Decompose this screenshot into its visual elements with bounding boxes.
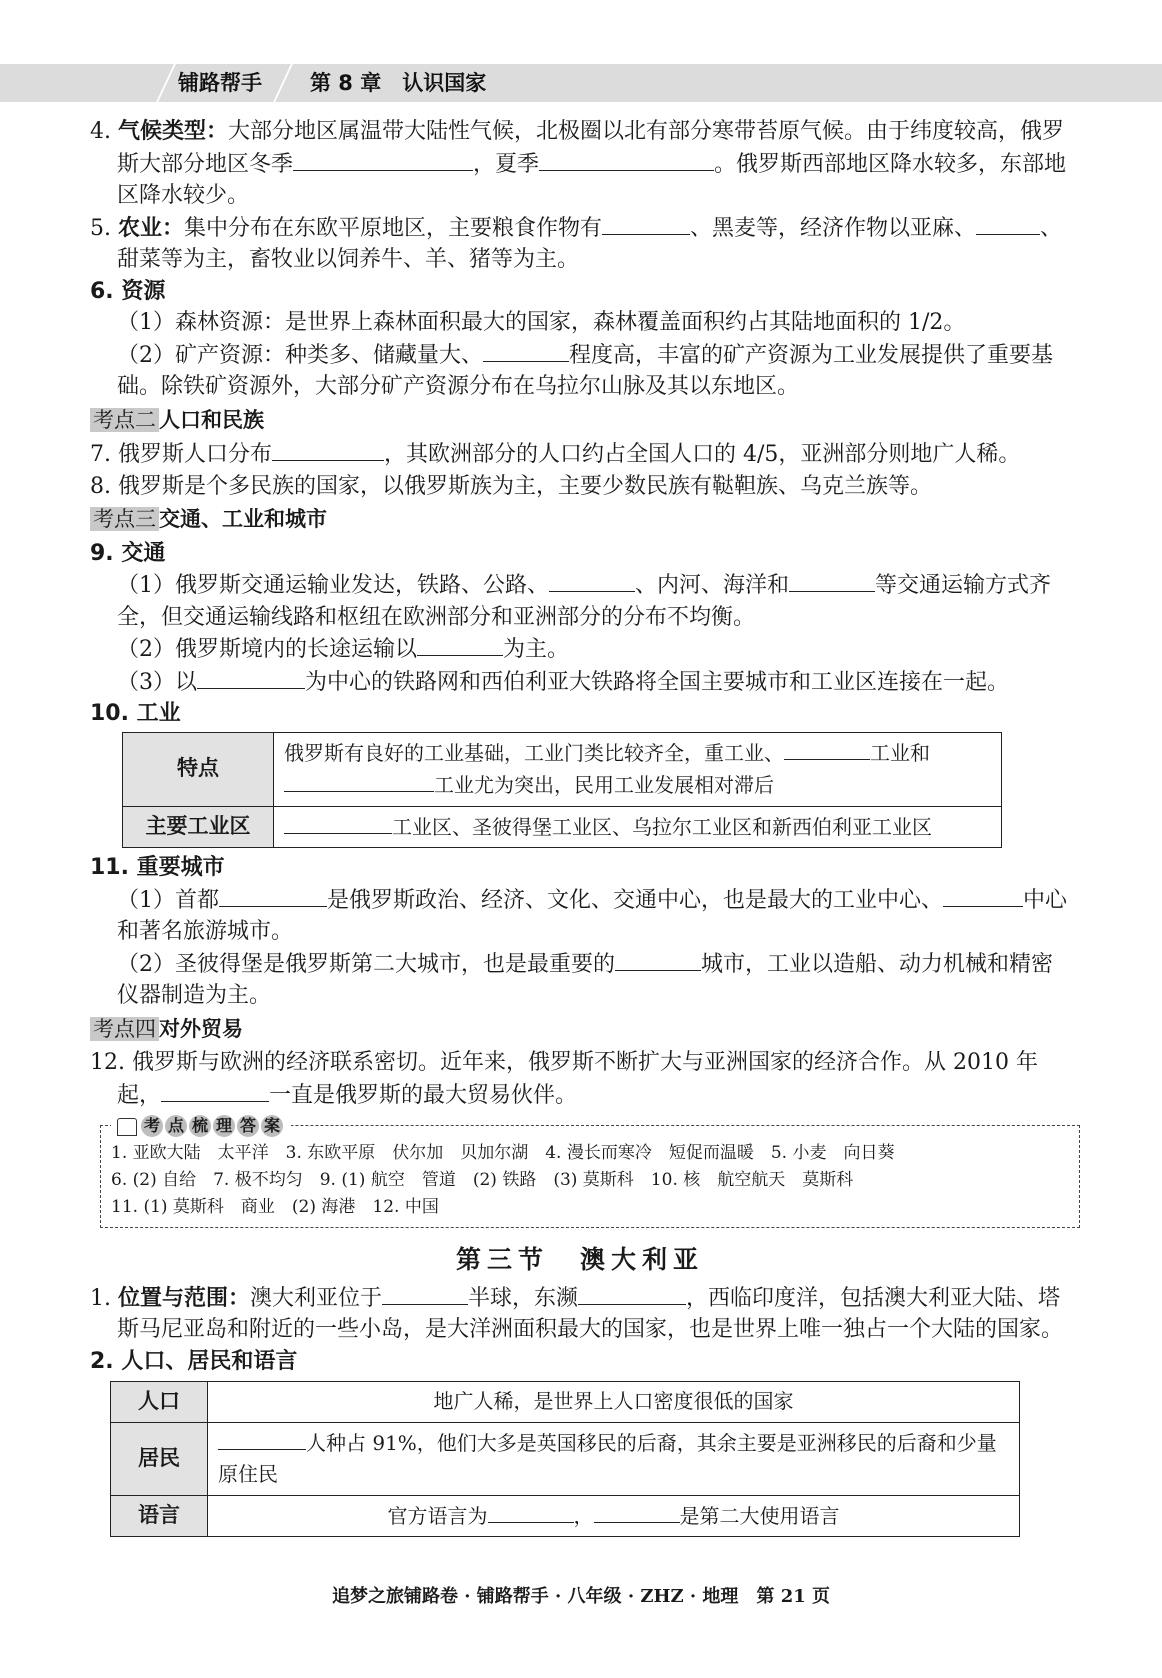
section-heading bbox=[90, 504, 1070, 536]
table-row bbox=[111, 1422, 1020, 1495]
fill-blank[interactable] bbox=[578, 1282, 686, 1305]
book-icon bbox=[117, 1118, 137, 1136]
fill-blank[interactable] bbox=[161, 1079, 269, 1102]
item-text: （2）矿产资源：种类多、储藏量大、 bbox=[117, 342, 483, 368]
population-table bbox=[110, 1381, 1020, 1537]
item-9-2 bbox=[90, 633, 1070, 666]
item-6-1: （1）森林资源：是世界上森林面积最大的国家，森林覆盖面积约占其陆地面积的 1/2。 bbox=[117, 310, 966, 335]
section-title: 人口和民族 bbox=[159, 407, 264, 432]
item-text: 大部分地区属温带大陆性气候，北极圈以北有部分寒带苔原气候。由于纬度较高，俄罗斯大部分地区冬季 bbox=[117, 119, 1065, 177]
table-header-cell: 语言 bbox=[111, 1495, 208, 1537]
fill-blank[interactable] bbox=[293, 148, 473, 171]
fill-blank[interactable] bbox=[417, 633, 503, 656]
title-char: 理 bbox=[213, 1115, 235, 1137]
item-text: 。俄罗斯西部地区降水较多，东部地区降水较少。 bbox=[117, 151, 1067, 208]
item-7 bbox=[90, 438, 1070, 471]
cell-text: 官方语言为 bbox=[387, 1503, 488, 1528]
item-text: 7. 俄罗斯人口分布 bbox=[90, 442, 272, 467]
section-heading bbox=[90, 1014, 1070, 1046]
table-header-cell: 主要工业区 bbox=[123, 806, 274, 848]
item-text: 、黑麦等，经济作物以亚麻、 bbox=[690, 215, 977, 241]
page-header bbox=[0, 64, 1162, 102]
item-text: 澳大利亚位于 bbox=[250, 1285, 383, 1311]
fill-blank[interactable] bbox=[549, 569, 635, 592]
header-divider bbox=[273, 64, 293, 102]
fill-blank[interactable] bbox=[218, 1427, 306, 1450]
answer-box-title bbox=[111, 1112, 291, 1139]
item-text: 城市，工业以造船、动力机械和精密仪器制造为主。 bbox=[117, 951, 1054, 1008]
cell-text: ， bbox=[573, 1503, 594, 1528]
item-4 bbox=[90, 116, 1070, 212]
fill-blank[interactable] bbox=[976, 212, 1040, 235]
fill-blank[interactable] bbox=[284, 769, 434, 792]
item-9-title: 9. 交通 bbox=[90, 540, 166, 566]
item-text: （2）圣彼得堡是俄罗斯第二大城市，也是最重要的 bbox=[117, 951, 615, 977]
fill-blank[interactable] bbox=[615, 948, 701, 971]
table-cell bbox=[208, 1422, 1020, 1495]
item-label: 位置与范围： bbox=[117, 1285, 250, 1311]
item-8: 8. 俄罗斯是个多民族的国家，以俄罗斯族为主，主要少数民族有鞑靼族、乌克兰族等。 bbox=[90, 473, 932, 499]
title-char: 梳 bbox=[189, 1115, 211, 1137]
table-row bbox=[123, 806, 1002, 848]
fill-blank[interactable] bbox=[539, 148, 714, 171]
section-title: 交通、工业和城市 bbox=[159, 507, 327, 531]
cell-text: 是第二大使用语言 bbox=[679, 1503, 840, 1528]
item-text: （3）以 bbox=[117, 669, 197, 695]
section-title: 第三节 澳大利亚 bbox=[455, 1245, 704, 1274]
cell-text: 工业区、圣彼得堡工业区、乌拉尔工业区和新西伯利亚工业区 bbox=[392, 814, 932, 839]
fill-blank[interactable] bbox=[382, 1282, 468, 1305]
answer-line: 6. (2) 自给 7. 极不均匀 9. (1) 航空 管道 (2) 铁路 (3) 莫斯科 10. 核 航空航天 莫斯科 bbox=[111, 1170, 854, 1190]
title-char: 答 bbox=[237, 1115, 259, 1137]
cell-text: 工业和 bbox=[870, 740, 930, 765]
item-label: 农业： bbox=[117, 215, 184, 241]
item-11-2 bbox=[90, 948, 1070, 1012]
item-11-1 bbox=[90, 884, 1070, 948]
fill-blank[interactable] bbox=[284, 811, 392, 834]
table-header-cell: 人口 bbox=[111, 1382, 208, 1423]
table-cell bbox=[274, 806, 1002, 848]
item-9-1 bbox=[90, 569, 1070, 633]
table-row bbox=[123, 732, 1002, 806]
item-5 bbox=[90, 212, 1070, 276]
header-series-title: 铺路帮手 bbox=[178, 71, 262, 95]
section-tag: 考点二 bbox=[90, 408, 159, 432]
item-text: 半球，东濒 bbox=[468, 1285, 579, 1311]
item-text: 12. 俄罗斯与欧洲的经济联系密切。近年来，俄罗斯不断扩大与亚洲国家的经济合作。从 2010 年起， bbox=[90, 1050, 1038, 1108]
item-11-title: 11. 重要城市 bbox=[90, 855, 225, 880]
fill-blank[interactable] bbox=[197, 666, 305, 689]
table-cell bbox=[274, 732, 1002, 806]
section-tag: 考点四 bbox=[90, 1017, 159, 1041]
item-text: ，其欧洲部分的人口约占全国人口的 4/5，亚洲部分则地广人稀。 bbox=[383, 442, 1021, 467]
item-6-2 bbox=[90, 339, 1070, 403]
item-text: 、内河、海洋和 bbox=[635, 573, 790, 598]
table-row bbox=[111, 1382, 1020, 1423]
section-tag: 考点三 bbox=[90, 507, 159, 531]
table-row bbox=[111, 1495, 1020, 1537]
au-item-2-title: 2. 人口、居民和语言 bbox=[90, 1348, 298, 1374]
fill-blank[interactable] bbox=[602, 212, 690, 235]
item-text: 为中心的铁路网和西伯利亚大铁路将全国主要城市和工业区连接在一起。 bbox=[305, 669, 1010, 695]
fill-blank[interactable] bbox=[488, 1500, 574, 1523]
item-text: （1）俄罗斯交通运输业发达，铁路、公路、 bbox=[117, 573, 549, 598]
item-label: 气候类型： bbox=[117, 119, 228, 144]
cell-text: 人种占 91%，他们大多是英国移民的后裔，其余主要是亚洲移民的后裔和少量原住民 bbox=[218, 1430, 997, 1486]
title-char: 考 bbox=[141, 1115, 163, 1137]
table-cell: 地广人稀，是世界上人口密度很低的国家 bbox=[208, 1382, 1020, 1423]
industry-table bbox=[122, 732, 1002, 849]
fill-blank[interactable] bbox=[789, 569, 875, 592]
fill-blank[interactable] bbox=[784, 737, 870, 760]
au-item-1 bbox=[90, 1282, 1070, 1346]
item-text: ，夏季 bbox=[473, 151, 540, 177]
cell-text: 俄罗斯有良好的工业基础，工业门类比较齐全，重工业、 bbox=[284, 740, 784, 765]
answer-line: 11. (1) 莫斯科 商业 (2) 海港 12. 中国 bbox=[111, 1197, 439, 1217]
cell-text: 工业尤为突出，民用工业发展相对滞后 bbox=[434, 773, 774, 797]
item-text: （2）俄罗斯境内的长途运输以 bbox=[117, 637, 417, 662]
page-content bbox=[90, 116, 1070, 1537]
item-9-3 bbox=[90, 666, 1070, 699]
item-10-title: 10. 工业 bbox=[90, 701, 181, 726]
item-12 bbox=[90, 1047, 1070, 1111]
item-text: 中心和著名旅游城市。 bbox=[117, 887, 1068, 944]
answer-line: 1. 亚欧大陆 太平洋 3. 东欧平原 伏尔加 贝加尔湖 4. 漫长而寒冷 短促而温暖 5. 小麦 向日葵 bbox=[111, 1143, 895, 1163]
item-text: 为主。 bbox=[503, 637, 570, 662]
page-footer: 追梦之旅铺路卷 · 铺路帮手 · 八年级 · ZHZ · 地理 第 21 页 bbox=[331, 1586, 831, 1607]
fill-blank[interactable] bbox=[594, 1500, 680, 1523]
table-header-cell: 居民 bbox=[111, 1422, 208, 1495]
fill-blank[interactable] bbox=[943, 884, 1023, 907]
section-heading bbox=[90, 405, 1070, 437]
item-text: 集中分布在东欧平原地区，主要粮食作物有 bbox=[184, 215, 603, 241]
table-header-cell: 特点 bbox=[123, 732, 274, 806]
item-text: 是俄罗斯政治、经济、文化、交通中心，也是最大的工业中心、 bbox=[327, 887, 944, 913]
item-text: 等交通运输方式齐全，但交通运输线路和枢纽在欧洲部分和亚洲部分的分布不均衡。 bbox=[117, 573, 1052, 630]
item-text: 一直是俄罗斯的最大贸易伙伴。 bbox=[269, 1082, 578, 1108]
fill-blank[interactable] bbox=[219, 884, 327, 907]
item-text: 、甜菜等为主，畜牧业以饲养牛、羊、猪等为主。 bbox=[117, 215, 1063, 272]
title-char: 点 bbox=[165, 1115, 187, 1137]
header-divider bbox=[156, 64, 176, 102]
table-cell bbox=[208, 1495, 1020, 1537]
item-number: 5. bbox=[90, 215, 118, 241]
item-6-title: 6. 资源 bbox=[90, 278, 166, 304]
item-number: 4. bbox=[90, 119, 118, 144]
item-text: （1）首都 bbox=[117, 887, 219, 913]
fill-blank[interactable] bbox=[483, 339, 569, 362]
item-text: ，西临印度洋，包括澳大利亚大陆、塔斯马尼亚岛和附近的一些小岛，是大洋洲面积最大的国家，也是世界上唯一独占一个大陆的国家。 bbox=[117, 1285, 1064, 1342]
item-text: 程度高，丰富的矿产资源为工业发展提供了重要基础。除铁矿资源外，大部分矿产资源分布在乌拉尔山脉及其以东地区。 bbox=[117, 342, 1054, 399]
title-char: 案 bbox=[261, 1115, 283, 1137]
fill-blank[interactable] bbox=[272, 438, 384, 461]
header-chapter-title: 第 8 章 认识国家 bbox=[310, 71, 487, 95]
answer-box bbox=[100, 1116, 1080, 1228]
section-title: 对外贸易 bbox=[159, 1016, 243, 1041]
item-number: 1. bbox=[90, 1285, 118, 1311]
